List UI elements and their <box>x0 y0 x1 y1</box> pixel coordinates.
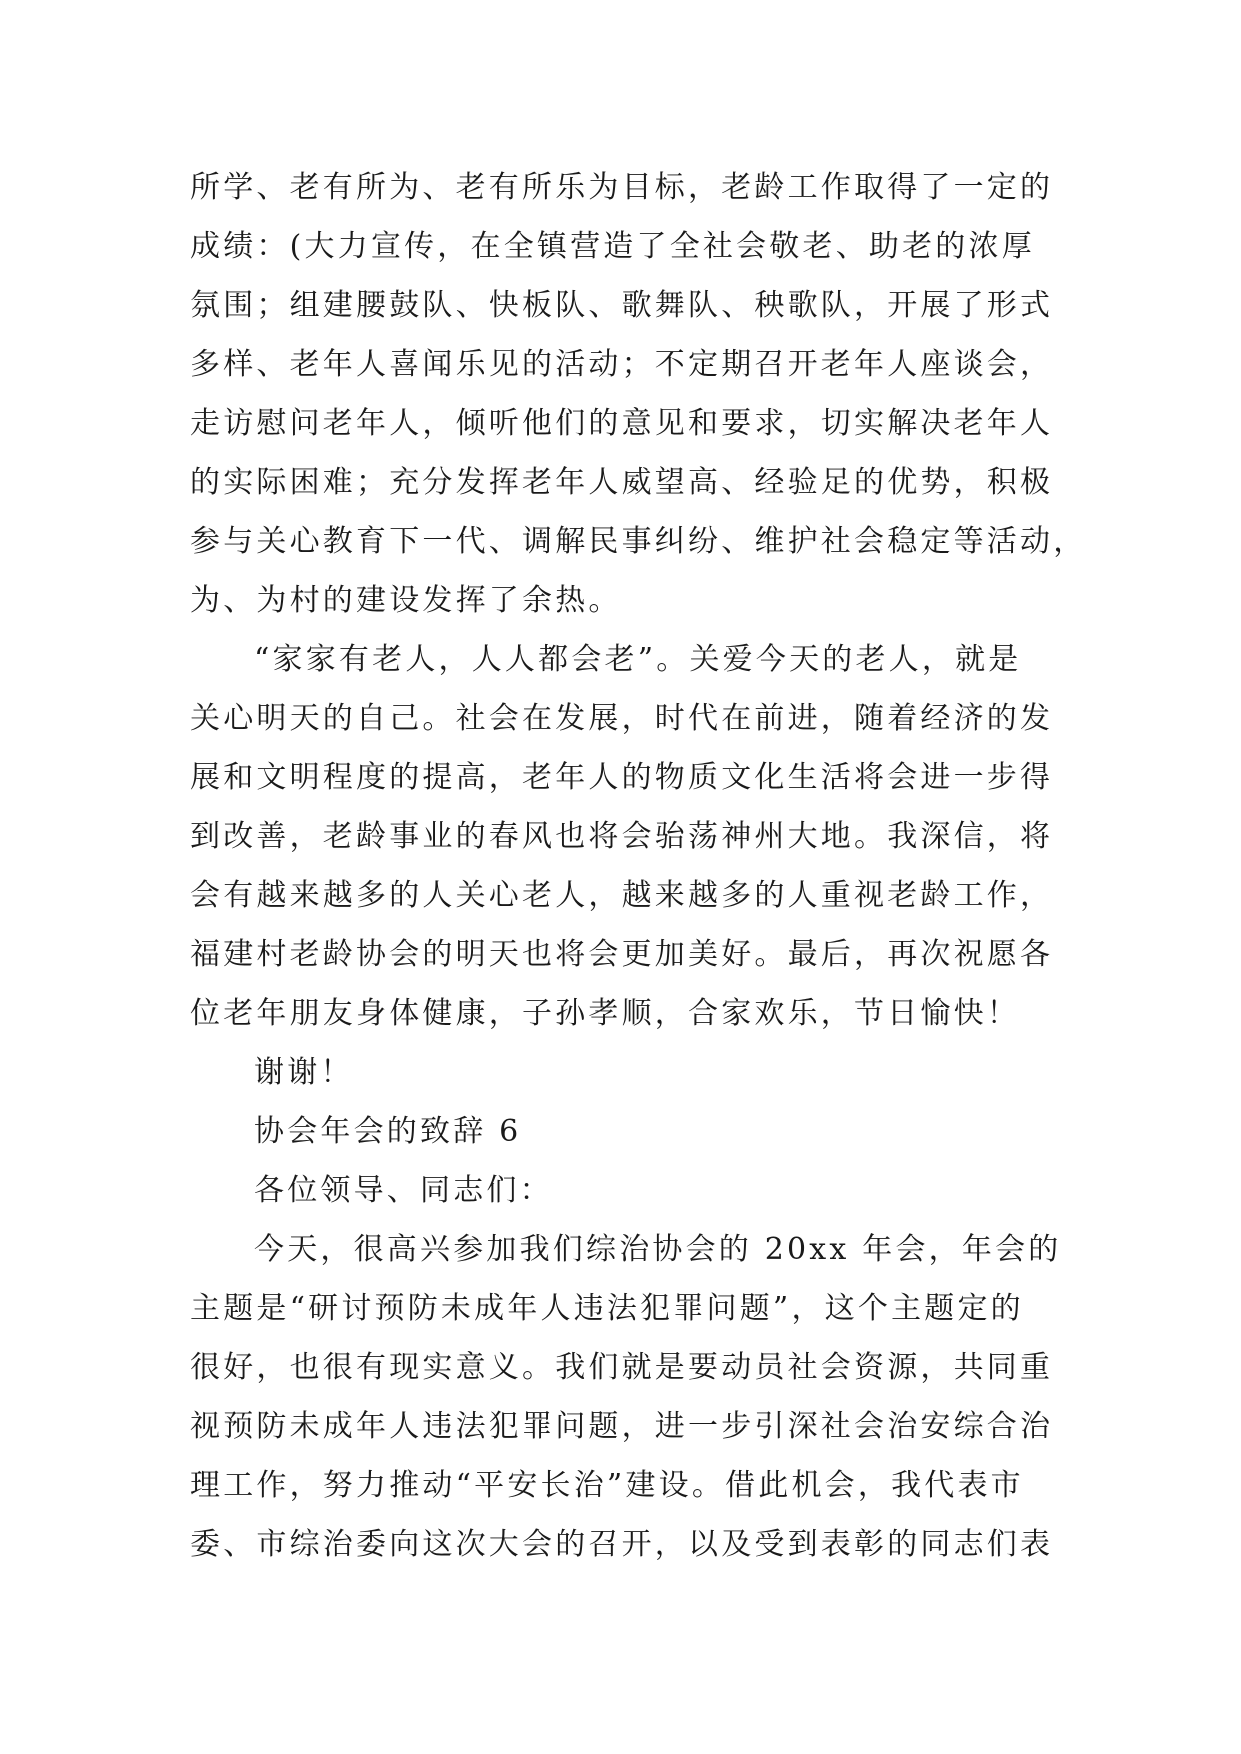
text-line: 位老年朋友身体健康，子孙孝顺，合家欢乐，节日愉快！ <box>190 996 1020 1031</box>
text-line: 到改善，老龄事业的春风也将会骀荡神州大地。我深信，将 <box>190 819 1054 854</box>
document-body <box>190 158 1087 1574</box>
text-line: 福建村老龄协会的明天也将会更加美好。最后，再次祝愿各 <box>190 937 1054 972</box>
text-line: 会有越来越多的人关心老人，越来越多的人重视老龄工作， <box>190 878 1054 913</box>
text-line: 所学、老有所为、老有所乐为目标，老龄工作取得了一定的 <box>190 170 1054 205</box>
text-line: 成绩：(大力宣传，在全镇营造了全社会敬老、助老的浓厚 <box>190 229 1035 264</box>
text-line: 很好，也很有现实意义。我们就是要动员社会资源，共同重 <box>190 1350 1054 1385</box>
text-line: 委、市综治委向这次大会的召开，以及受到表彰的同志们表 <box>190 1527 1054 1562</box>
paragraph-first-line: “家家有老人，人人都会老”。关爱今天的老人，就是 <box>254 642 1022 677</box>
closing-thanks: 谢谢！ <box>254 1055 354 1090</box>
text-line: 展和文明程度的提高，老年人的物质文化生活将会进一步得 <box>190 760 1054 795</box>
text-line: 氛围；组建腰鼓队、快板队、歌舞队、秧歌队，开展了形式 <box>190 288 1054 323</box>
text-line: 主题是“研讨预防未成年人违法犯罪问题”，这个主题定的 <box>190 1291 1024 1326</box>
text-line: 关心明天的自己。社会在发展，时代在前进，随着经济的发 <box>190 701 1054 736</box>
text-line: 为、为村的建设发挥了余热。 <box>190 583 622 618</box>
text-line: 理工作，努力推动“平安长治”建设。借此机会，我代表市 <box>190 1468 1024 1503</box>
text-line: 的实际困难；充分发挥老年人威望高、经验足的优势，积极 <box>190 465 1054 500</box>
text-line: 走访慰问老年人，倾听他们的意见和要求，切实解决老年人 <box>190 406 1054 441</box>
text-line: 参与关心教育下一代、调解民事纠纷、维护社会稳定等活动， <box>190 524 1087 559</box>
section-heading: 协会年会的致辞 6 <box>254 1114 522 1149</box>
paragraph-first-line: 今天，很高兴参加我们综治协会的 20xx 年会，年会的 <box>254 1232 1062 1267</box>
text-line: 多样、老年人喜闻乐见的活动；不定期召开老年人座谈会， <box>190 347 1054 382</box>
salutation: 各位领导、同志们： <box>254 1173 553 1208</box>
text-line: 视预防未成年人违法犯罪问题，进一步引深社会治安综合治 <box>190 1409 1054 1444</box>
